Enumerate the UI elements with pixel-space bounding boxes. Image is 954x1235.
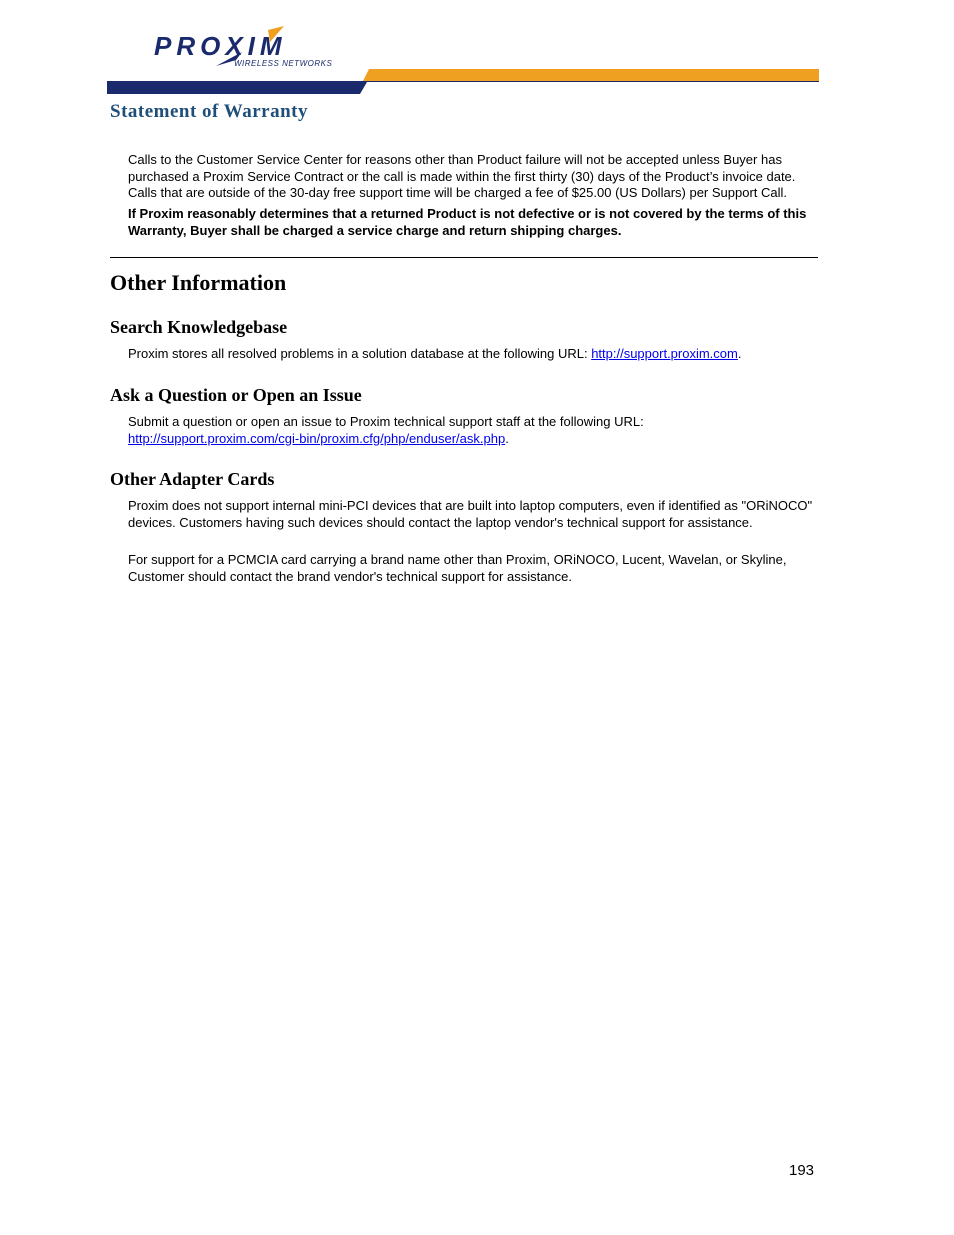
- ask-question-link[interactable]: http://support.proxim.com/cgi-bin/proxim.cfg/php/enduser/ask.php: [128, 430, 506, 446]
- search-knowledgebase-text: Proxim stores all resolved problems in a solution database at the following URL: http://support.proxim.com.: [128, 346, 742, 361]
- section-divider: [110, 257, 818, 258]
- adapter-paragraph-1: Proxim does not support internal mini-PCI devices that are built into laptop computers, even if identified as "ORiNOCO" devices. Customers having such devices should contact the laptop vendor's technical support for assistance.: [128, 498, 813, 530]
- ask-question-heading: Ask a Question or Open an Issue: [110, 385, 362, 405]
- logo-tagline: WIRELESS NETWORKS: [234, 59, 333, 68]
- page-number: 193: [789, 1162, 815, 1179]
- header-bar-navy: [107, 81, 819, 94]
- other-information-heading: Other Information: [110, 270, 287, 295]
- warranty-paragraph: Calls to the Customer Service Center for reasons other than Product failure will not be accepted unless Buyer has purchased a Proxim Service Contract or the call is made within the first thirty (30) days of the Product’s invoice date. Calls that are outside of the 30-day free support time will be charged a fee of $25.00 (US Dollars) per Support Call.: [128, 152, 796, 200]
- warranty-bold-paragraph: If Proxim reasonably determines that a returned Product is not defective or is not covered by the terms of this Warranty, Buyer shall be charged a service charge and return shipping charges.: [128, 206, 807, 238]
- search-knowledgebase-heading: Search Knowledgebase: [110, 317, 288, 337]
- knowledgebase-link[interactable]: http://support.proxim.com: [591, 346, 738, 361]
- logo-wordmark: PROXIM: [154, 31, 287, 61]
- other-adapter-cards-heading: Other Adapter Cards: [110, 469, 275, 489]
- adapter-paragraph-2: For support for a PCMCIA card carrying a brand name other than Proxim, ORiNOCO, Lucent, Wavelan, or Skyline, Customer should contact the brand vendor's technical support for assistance.: [128, 552, 787, 584]
- header-bar-orange: [363, 69, 819, 81]
- header-bar: [107, 69, 819, 94]
- ask-question-text: Submit a question or open an issue to Proxim technical support staff at the following URL: http://support.proxim.com/cgi-bin/proxim.cfg/php/enduser/ask.php.: [128, 414, 644, 446]
- proxim-logo: [150, 22, 340, 74]
- section-title: Statement of Warranty: [110, 101, 309, 122]
